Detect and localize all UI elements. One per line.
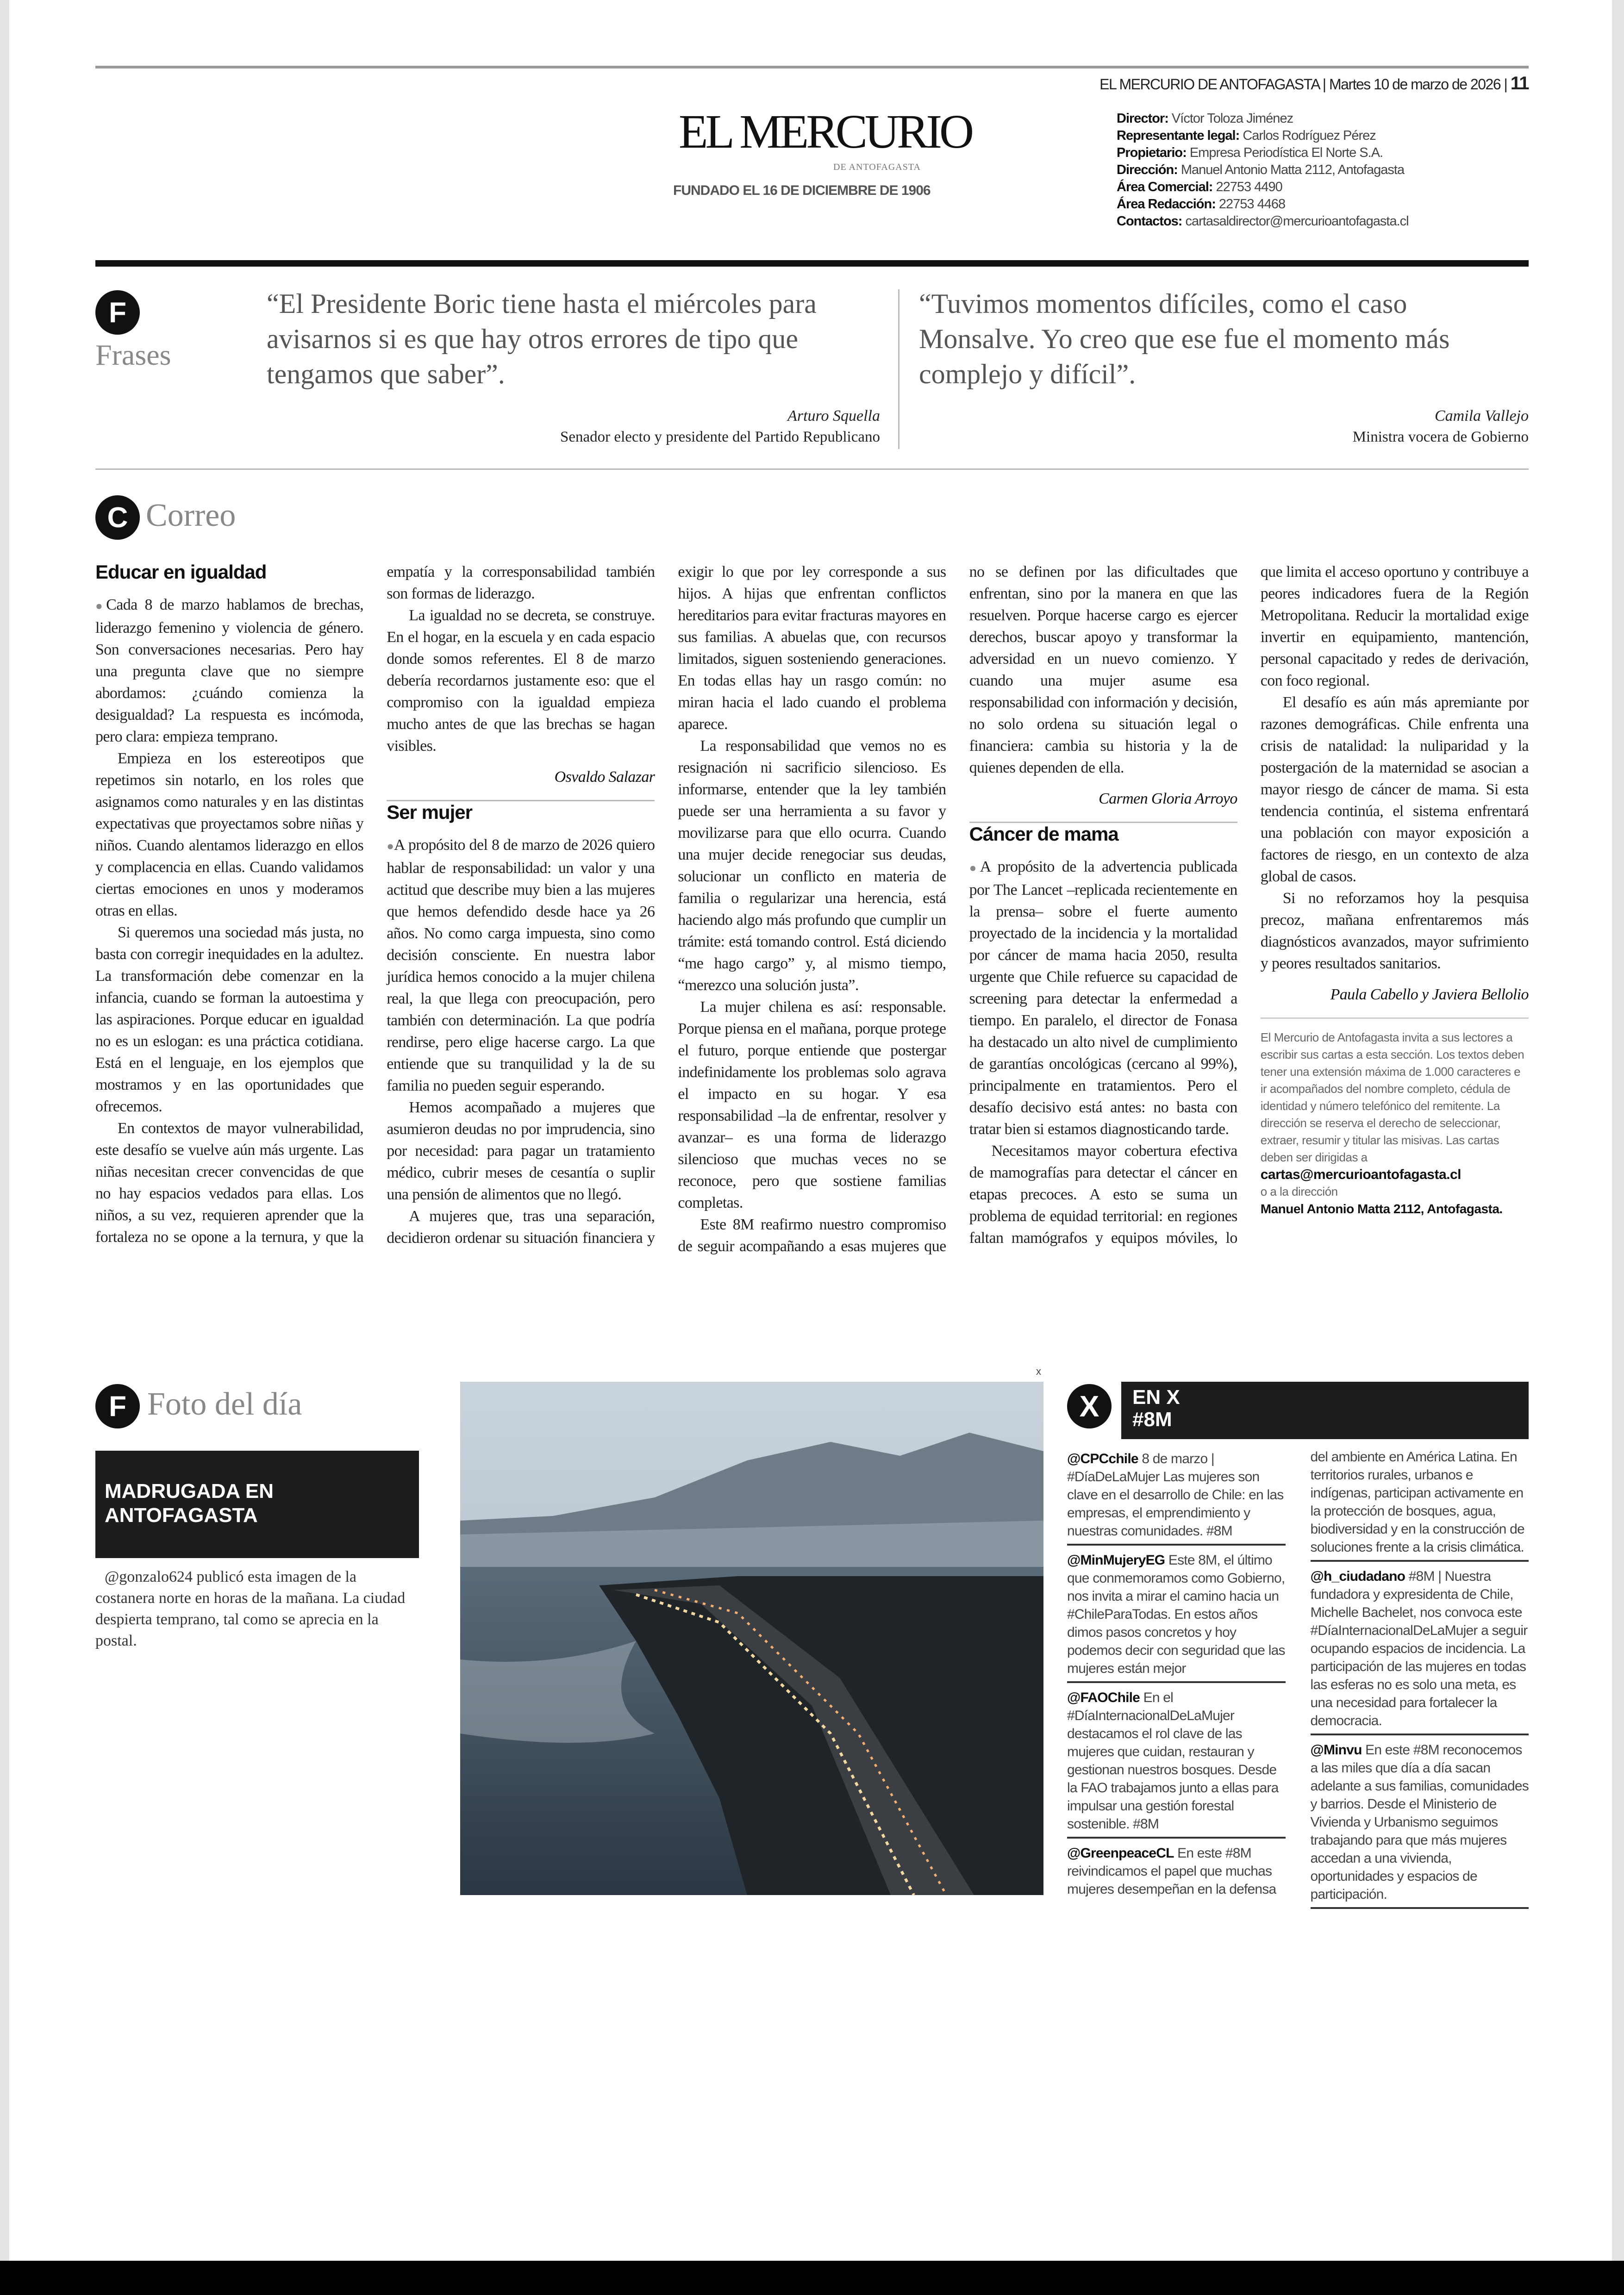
correo-icon: C bbox=[95, 495, 140, 540]
top-rule bbox=[95, 66, 1529, 69]
tweet: @GreenpeaceCL En este #8M reivindicamos el papel que muchas mujeres desempeñan en la defensa del ambiente en América Latina. En territorios rurales, urbanos e indígenas, participan activamente en la protección de bosques, agua, biodiversidad y en la construcción de soluciones frente a la crisis climática. bbox=[1067, 1448, 1529, 1909]
folio: EL MERCURIO DE ANTOFAGASTA | Martes 10 de marzo de 2026 | 11 bbox=[1099, 73, 1529, 94]
tweet: @h_ciudadano #8M | Nuestra fundadora y expresidenta de Chile, Michelle Bachelet, nos convoca este #DíaInternacionalDeLaMujer a seguir ocupando espacios de incidencia. La participación de las mujeres en todas las esferas no es solo una meta, es una necesidad para fortalecer la democracia. bbox=[1311, 1565, 1529, 1735]
info-line: Dirección: Manuel Antonio Matta 2112, Antofagasta bbox=[1117, 162, 1405, 177]
tweet-handle[interactable]: @CPCchile bbox=[1067, 1451, 1138, 1466]
founded-line: FUNDADO EL 16 DE DICIEMBRE DE 1906 bbox=[673, 183, 931, 198]
folio-paper: EL MERCURIO DE ANTOFAGASTA bbox=[1099, 76, 1319, 93]
close-icon[interactable]: x bbox=[1036, 1366, 1041, 1377]
masthead-logo-sub: DE ANTOFAGASTA bbox=[833, 162, 921, 172]
bullet-icon: ● bbox=[387, 839, 394, 853]
photo-caption: @gonzalo624 publicó esta imagen de la costanera norte en horas de la mañana. La ciudad despierta temprano, tal como se aprecia en la postal. bbox=[95, 1568, 406, 1649]
viewer-bottom-bar bbox=[0, 2261, 1624, 2295]
bullet-icon: ● bbox=[969, 861, 980, 875]
letter-signature: Paula Cabello y Javiera Bellolio bbox=[1330, 986, 1529, 1003]
frases-icon: F bbox=[95, 290, 140, 335]
tweets-columns bbox=[1067, 1448, 1529, 1909]
letter-title: Educar en igualdad bbox=[95, 561, 267, 583]
info-line: Propietario: Empresa Periodística El Norte S.A. bbox=[1117, 145, 1383, 160]
letters-columns bbox=[95, 561, 1529, 1257]
foto-icon: F bbox=[95, 1384, 140, 1428]
letter-title: Ser mujer bbox=[387, 801, 472, 823]
letters-email[interactable]: cartas@mercurioantofagasta.cl bbox=[1260, 1167, 1462, 1182]
tweet: @Minvu En este #8M reconocemos a las miles que día a día sacan adelante a sus familias, comunidades y barrios. Desde el Ministerio de Vivienda y Urbanismo seguimos trabajando para que más mujeres accedan a una vivienda, oportunidades y espacios de participación. bbox=[1311, 1739, 1529, 1909]
tweet: @CPCchile 8 de marzo | #DíaDeLaMujer Las mujeres son clave en el desarrollo de Chile: en las empresas, el emprendimiento y nuestras comunidades. #8M bbox=[1067, 1448, 1286, 1546]
foto-label: Foto del día bbox=[147, 1386, 302, 1422]
info-line: Representante legal: Carlos Rodríguez Pérez bbox=[1117, 128, 1376, 143]
quote-1-author: Arturo Squella bbox=[787, 407, 880, 424]
quote-2-author: Camila Vallejo bbox=[1434, 407, 1529, 424]
letter-ser-mujer: Ser mujer ●A propósito del 8 de marzo de 2026 quiero hablar de responsabilidad: un valor y una actitud que describe muy bien a las mujeres que hemos defendido desde hace ya 26 años. No como carga impuesta, sino como decisión consciente. En nuestra labor jurídica hemos conocido a la mujer chilena real, la que llega con preocupación, pero también con determinación. La que podría rendirse, pero elige hacerse cargo. La que entiende que su tranquilidad y la de su familia no pueden seguir esperando. Hemos acompañado a mujeres que asumieron deudas no por imprudencia, sino por necesidad: para pagar un tratamiento médico, cubrir meses de cesantía o suplir una pensión de alimentos que no llegó. A mujeres que, tras una separación, decidieron ordenar su situación financiera y exigir lo que por ley corresponde a sus hijos. A hijas que enfrentan conflictos hereditarios para evitar fracturas mayores en sus familias. A abuelas que, con recursos limitados, siguen sosteniendo generaciones. En todas ellas hay un rasgo común: no miran hacia el lado cuando el problema aparece. La responsabilidad que vemos no es resignación ni sacrificio silencioso. Es informarse, entender que la ley también puede ser una herramienta a su favor y movilizarse para que ello ocurra. Cuando una mujer decide renegociar sus deudas, solucionar un conflicto en materia de familia o regularizar una herencia, está haciendo algo más profundo que cumplir un trámite: está tomando control. Está diciendo “me hago cargo” y, al mismo tiempo, “merezco una solución justa”. La mujer chilena es así: responsable. Porque piensa en el mañana, porque protege el futuro, porque entiende que postergar indefinidamente los problemas solo agrava el impacto en su hogar. Y esa responsabilidad –la de enfrentar, resolver y avanzar– es una forma de liderazgo silencioso que muchas veces no se reconoce, pero que sostiene familias completas. Este 8M reafirmo nuestro compromiso de seguir acompañando a esas mujeres que no se definen por las dificultades que enfrentan, sino por la manera en que las resuelven. Porque hacerse cargo es ejercer derechos, buscar apoyo y transformar la adversidad en un nuevo comienzo. Y cuando una mujer asume esa responsabilidad con información y decisión, no solo ordena su situación legal o financiera: cambia su historia y la de quienes dependen de ella. Carmen Gloria Arroyo bbox=[387, 563, 1237, 1255]
tweet: @FAOChile En el #DíaInternacionalDeLaMujer destacamos el rol clave de las mujeres que cuidan, restauran y gestionan nuestros bosques. Desde la FAO trabajamos junto a ellas para impulsar una gestión forestal sostenible. #8M bbox=[1067, 1687, 1286, 1839]
quote-1: “El Presidente Boric tiene hasta el miércoles para avisarnos si es que hay otros errores de tipo que tengamos que saber”. bbox=[267, 288, 817, 389]
tweet-handle[interactable]: @Minvu bbox=[1310, 1742, 1362, 1758]
bullet-icon: ● bbox=[95, 599, 106, 613]
tweet: @MinMujeryEG Este 8M, el último que conmemoramos como Gobierno, nos invita a mirar el camino hacia un #ChileParaTodas. En estos años dimos pasos concretos y hoy podemos decir con seguridad que las mujeres están mejor bbox=[1067, 1549, 1286, 1683]
info-line: Director: Víctor Toloza Jiménez bbox=[1117, 111, 1293, 126]
quote-1-role: Senador electo y presidente del Partido Republicano bbox=[560, 429, 880, 445]
page-number: 11 bbox=[1510, 73, 1529, 94]
tweet-handle[interactable]: @MinMujeryEG bbox=[1067, 1553, 1165, 1568]
letter-signature: Osvaldo Salazar bbox=[387, 766, 655, 801]
quotes-divider bbox=[898, 289, 899, 449]
info-line: Área Redacción: 22753 4468 bbox=[1117, 197, 1286, 212]
masthead-logo: EL MERCURIO bbox=[679, 105, 972, 158]
staff-info bbox=[1117, 110, 1409, 230]
info-line: Área Comercial: 22753 4490 bbox=[1117, 180, 1282, 194]
frases-label: Frases bbox=[95, 338, 171, 371]
letter-educar-en-igualdad: Educar en igualdad ●Cada 8 de marzo hablamos de brechas, liderazgo femenino y violencia de género. Son conversaciones necesarias. Pero hay una pregunta clave que no siempre abordamos: ¿cuándo comienza la desigualdad? La respuesta es incómoda, pero clara: empieza temprano. Empieza en los estereotipos que repetimos sin notarlo, en los roles que asignamos como naturales y en las distintas expectativas que proyectamos sobre niñas y niños. Cuando alentamos liderazgo en ellos y complacencia en ellas. Cuando validamos ciertas emociones en unos y moderamos otras en ellas. Si queremos una sociedad más justa, no basta con corregir inequidades en la adultez. La transformación debe comenzar en la infancia, cuando se forman la autoestima y las aspiraciones. Porque educar en igualdad no es un eslogan: es una práctica cotidiana. Está en el lenguaje, en los ejemplos que mostramos y en las oportunidades que ofrecemos. En contextos de mayor vulnerabilidad, este desafío se vuelve aún más urgente. Las niñas necesitan crecer convencidas de que no hay espacios vedados para ellas. Los niños, a su vez, requieren aprender que la fortaleza no se opone a la ternura, y que la empatía y la corresponsabilidad también son formas de liderazgo. La igualdad no se decreta, se construye. En el hogar, en la escuela y en cada espacio donde somos referentes. El 8 de marzo debería recordarnos justamente eso: que el compromiso con la igualdad empieza mucho antes de que las brechas se hagan visibles. Osvaldo Salazar bbox=[95, 561, 655, 1246]
letter-cancer-de-mama: Cáncer de mama ●A propósito de la advertencia publicada por The Lancet –replicada recientemente en la prensa– sobre el fuerte aumento proyectado de la incidencia y la mortalidad por cáncer de mama hacia 2050, resulta urgente que Chile refuerce su capacidad de screening para detectar la enfermedad a tiempo. En paralelo, el director de Fonasa ha destacado un alto nivel de cumplimiento de garantías oncológicas (cercano al 99%), principalmente en tratamientos. Pero el desafío decisivo está antes: no basta con tratar bien si estamos diagnosticando tarde. Necesitamos mayor cobertura efectiva de mamografías para detectar el cáncer en etapas precoces. A esto se suma un problema de equidad territorial: en regiones faltan mamógrafos y equipos móviles, lo que limita el acceso oportuno y contribuye a peores indicadores fuera de la Región Metropolitana. Reducir la mortalidad exige invertir en equipamiento, mantención, personal capacitado y redes de derivación, con foco regional. El desafío es aún más apremiante por razones demográficas. Chile enfrenta una crisis de natalidad: la nuliparidad y la postergación de la maternidad se asocian a mayor riesgo de cáncer de mama. Si esta tendencia continúa, el sistema enfrentará una población con mayor exposición a factores de riesgo, en un contexto de alza global de casos. Si no reforzamos hoy la pesquisa precoz, mañana enfrentaremos más diagnósticos avanzados, mayor sufrimiento y peores resultados sanitarios. Paula Cabello y Javiera Bellolio bbox=[969, 563, 1529, 1247]
info-line: Contactos: cartasaldirector@mercurioantofagasta.cl bbox=[1117, 214, 1409, 229]
header-rule bbox=[95, 260, 1529, 267]
letter-signature: Carmen Gloria Arroyo bbox=[969, 788, 1237, 823]
photo-costanera-antofagasta bbox=[460, 1382, 1043, 1895]
contact-email[interactable]: cartasaldirector@mercurioantofagasta.cl bbox=[1185, 214, 1409, 229]
tweet-handle[interactable]: @FAOChile bbox=[1067, 1690, 1140, 1705]
tweet-handle[interactable]: @h_ciudadano bbox=[1310, 1569, 1405, 1584]
folio-date: Martes 10 de marzo de 2026 bbox=[1329, 76, 1501, 93]
x-logo-icon: X bbox=[1067, 1384, 1112, 1428]
letters-address: Manuel Antonio Matta 2112, Antofagasta. bbox=[1260, 1202, 1503, 1216]
page-edge-left bbox=[0, 0, 9, 2295]
tweet-handle[interactable]: @GreenpeaceCL bbox=[1067, 1846, 1174, 1861]
letters-disclaimer: El Mercurio de Antofagasta invita a sus lectores a escribir sus cartas a esta sección. Los textos deben tener una extensión máxima de 1.000 caracteres e ir acompañados del nombre completo, cédula de identidad y número telefónico del remitente. La dirección se reserva el derecho de seleccionar, extraer, resumir y titular las misivas. Las cartas deben ser dirigidas a cartas@mercurioantofagasta.cl o a la dirección Manuel Antonio Matta 2112, Antofagasta. bbox=[1261, 1017, 1529, 1217]
page-edge-right bbox=[1612, 0, 1624, 2295]
enx-title-box: EN X #8M bbox=[1121, 1382, 1529, 1439]
quote-2: “Tuvimos momentos difíciles, como el caso Monsalve. Yo creo que ese fue el momento más complejo y difícil”. bbox=[919, 288, 1450, 389]
correo-label: Correo bbox=[146, 498, 236, 533]
frases-bottom-rule bbox=[95, 468, 1529, 470]
photo-title-box: MADRUGADA EN ANTOFAGASTA bbox=[95, 1451, 419, 1558]
letter-title: Cáncer de mama bbox=[969, 823, 1118, 845]
quote-2-role: Ministra vocera de Gobierno bbox=[1352, 429, 1529, 445]
